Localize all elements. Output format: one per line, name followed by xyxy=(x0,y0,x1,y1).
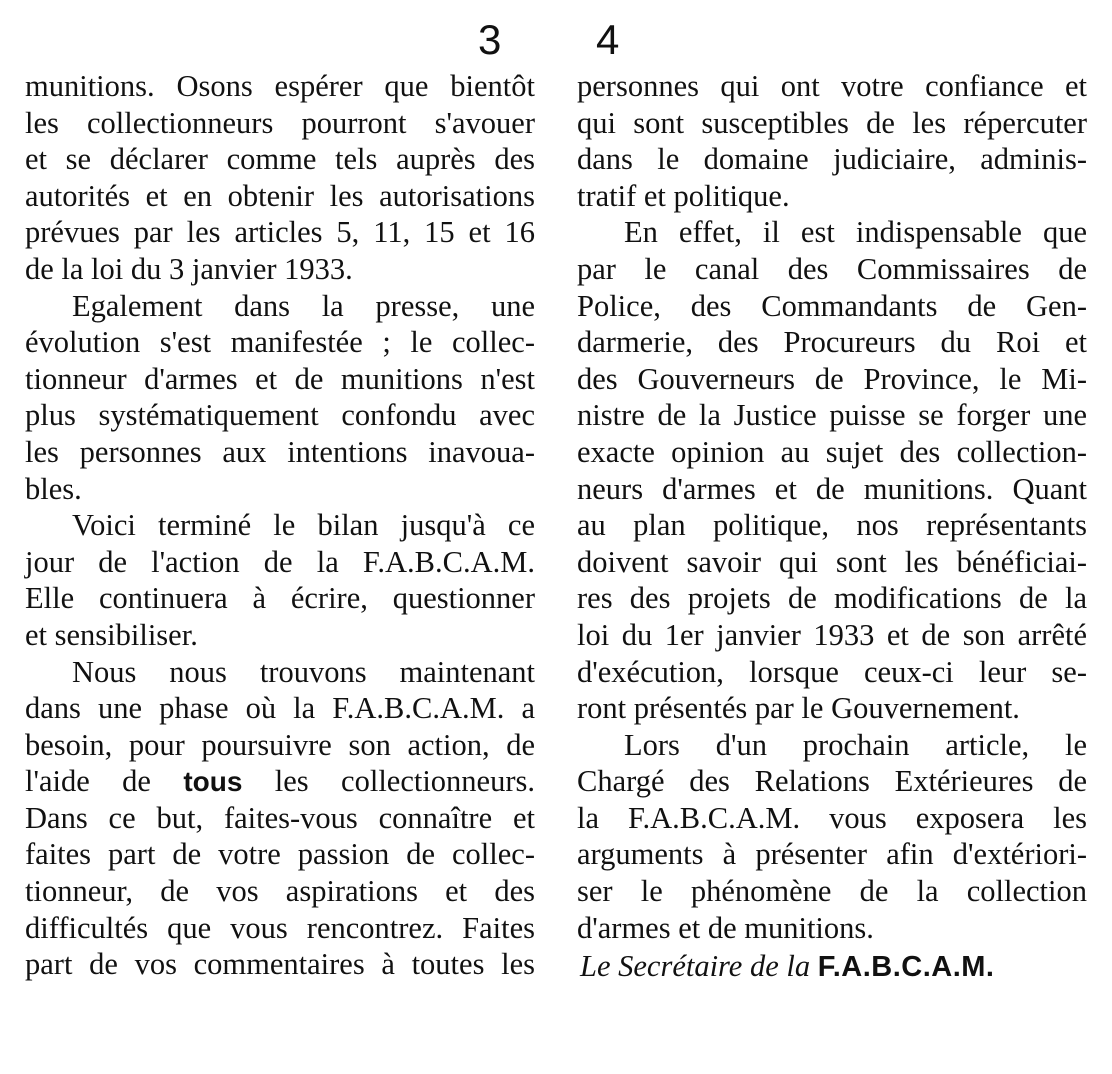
text-line: exacte opinion au sujet des collection- xyxy=(577,434,1087,469)
text-line: prévues par les articles 5, 11, 15 et 16 xyxy=(25,215,535,250)
text-line: Elle continuera à écrire, questionner xyxy=(25,581,535,616)
text-segment: les collectionneurs. xyxy=(242,764,535,799)
text-line: ser le phénomène de la collection xyxy=(577,874,1087,909)
text-line-emphasis xyxy=(25,763,535,800)
text-line: la F.A.B.C.A.M. vous exposera les xyxy=(577,800,1087,835)
text-line: part de vos commentaires à toutes les xyxy=(25,947,535,982)
page-numbers xyxy=(0,14,1112,66)
text-segment: l'aide de xyxy=(25,764,184,799)
text-line: Lors d'un prochain article, le xyxy=(624,727,1087,762)
text-line: munitions. Osons espérer que bientôt xyxy=(25,69,535,103)
text-line: tionneur, de vos aspirations et des xyxy=(25,874,535,909)
text-line: d'armes et de munitions. xyxy=(577,910,874,945)
signature-organization: F.A.B.C.A.M. xyxy=(817,951,995,984)
text-line: tratif et politique. xyxy=(577,178,790,213)
text-line: loi du 1er janvier 1933 et de son arrêté xyxy=(577,617,1087,652)
text-line: faites part de votre passion de collec- xyxy=(25,837,535,872)
text-line: les collectionneurs pourront s'avouer xyxy=(25,105,535,140)
text-line: besoin, pour poursuivre son action, de xyxy=(25,727,535,762)
text-line: plus systématiquement confondu avec xyxy=(25,398,535,433)
text-line: par le canal des Commissaires de xyxy=(577,251,1087,286)
signature xyxy=(577,948,1087,988)
text-line: Nous nous trouvons maintenant xyxy=(72,654,535,689)
emphasis-word: tous xyxy=(183,766,243,798)
text-line: Voici terminé le bilan jusqu'à ce xyxy=(72,508,535,543)
text-line: et se déclarer comme tels auprès des xyxy=(25,142,535,177)
text-line: difficultés que vous rencontrez. Faites xyxy=(25,910,535,945)
text-line: Police, des Commandants de Gen- xyxy=(577,288,1087,323)
text-line: tionneur d'armes et de munitions n'est xyxy=(25,361,535,396)
text-line: personnes qui ont votre confiance et xyxy=(577,69,1087,103)
text-line: En effet, il est indispensable que xyxy=(624,215,1087,250)
text-line: res des projets de modifications de la xyxy=(577,581,1087,616)
signature-title: Le Secrétaire de la xyxy=(580,949,811,984)
text-line: darmerie, des Procureurs du Roi et xyxy=(577,325,1087,360)
text-line: Chargé des Relations Extérieures de xyxy=(577,764,1087,799)
text-line: autorités et en obtenir les autorisations xyxy=(25,178,535,213)
text-line: ront présentés par le Gouvernement. xyxy=(577,691,1020,726)
text-line: des Gouverneurs de Province, le Mi- xyxy=(577,361,1087,396)
text-line: dans le domaine judiciaire, adminis- xyxy=(577,142,1087,177)
text-line: Egalement dans la presse, une xyxy=(72,288,535,323)
text-line: nistre de la Justice puisse se forger une xyxy=(577,398,1087,433)
text-line: et sensibiliser. xyxy=(25,617,198,652)
page-number-right: 4 xyxy=(596,16,620,63)
text-line: les personnes aux intentions inavoua- xyxy=(25,434,535,469)
text-line: jour de l'action de la F.A.B.C.A.M. xyxy=(25,544,535,579)
text-line: au plan politique, nos représentants xyxy=(577,508,1087,543)
page-number-left: 3 xyxy=(478,16,502,63)
text-line: doivent savoir qui sont les bénéficiai- xyxy=(577,544,1087,579)
text-line: neurs d'armes et de munitions. Quant xyxy=(577,471,1087,506)
text-line: évolution s'est manifestée ; le collec- xyxy=(25,325,535,360)
text-line: Dans ce but, faites-vous connaître et xyxy=(25,800,535,835)
text-line: dans une phase où la F.A.B.C.A.M. a xyxy=(25,691,535,726)
text-line: de la loi du 3 janvier 1933. xyxy=(25,251,353,286)
text-line: qui sont susceptibles de les répercuter xyxy=(577,105,1087,140)
text-line: d'exécution, lorsque ceux-ci leur se- xyxy=(577,654,1087,689)
text-line: bles. xyxy=(25,471,82,506)
text-line: arguments à présenter afin d'extériori- xyxy=(577,837,1087,872)
right-column xyxy=(577,68,1087,988)
left-column xyxy=(25,68,535,983)
